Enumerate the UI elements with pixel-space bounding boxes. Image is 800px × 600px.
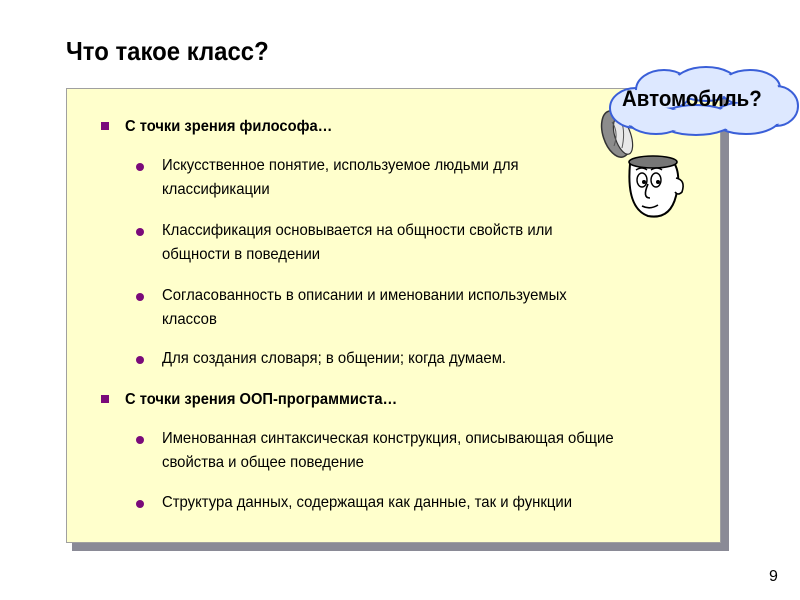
list-item-line: классов xyxy=(162,311,217,328)
round-bullet-icon xyxy=(136,436,144,444)
list-item-line: Искусственное понятие, используемое людьми для xyxy=(162,157,519,174)
section-heading-text: С точки зрения философа… xyxy=(125,118,333,135)
round-bullet-icon xyxy=(136,500,144,508)
list-item-line: Классификация основывается на общности свойств или xyxy=(162,222,553,239)
list-item-line: Структура данных, содержащая как данные, так и функции xyxy=(162,494,573,511)
list-item-line: общности в поведении xyxy=(162,246,321,263)
round-bullet-icon xyxy=(136,356,144,364)
square-bullet-icon xyxy=(101,395,109,403)
round-bullet-icon xyxy=(136,163,144,171)
section-heading-text: С точки зрения ООП-программиста… xyxy=(125,391,398,408)
thought-bubble-text: Автомобиль? xyxy=(622,86,762,111)
page-number: 9 xyxy=(769,568,778,585)
square-bullet-icon xyxy=(101,122,109,130)
list-item-line: Согласованность в описании и именовании используемых xyxy=(162,287,567,304)
list-item-line: Именованная синтаксическая конструкция, описывающая общие xyxy=(162,430,614,447)
list-item-line: Для создания словаря; в общении; когда думаем. xyxy=(162,350,507,367)
round-bullet-icon xyxy=(136,293,144,301)
list-item-line: свойства и общее поведение xyxy=(162,454,364,471)
round-bullet-icon xyxy=(136,228,144,236)
slide-title: Что такое класс? xyxy=(66,36,269,66)
list-item-line: классификации xyxy=(162,181,270,198)
